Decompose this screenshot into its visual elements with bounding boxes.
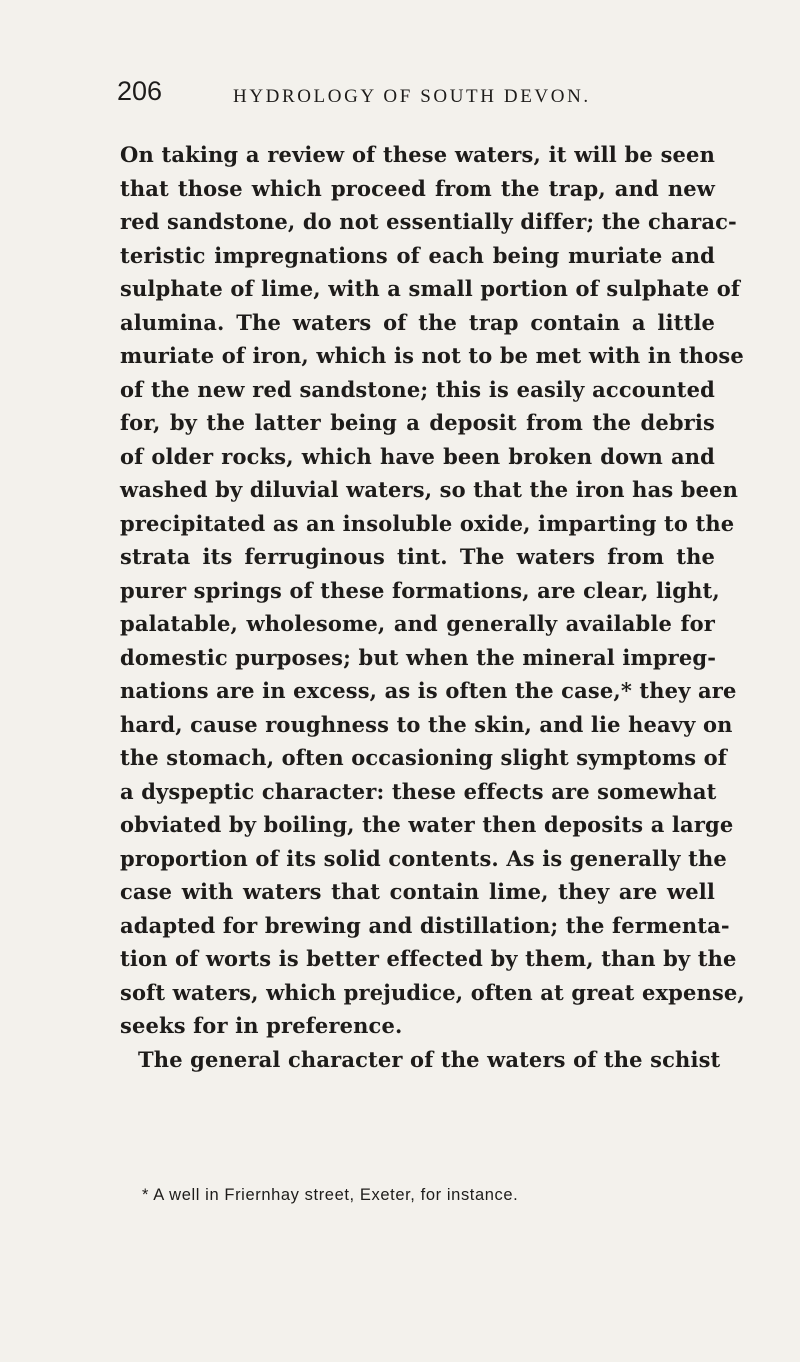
page-number: 206 <box>117 76 163 106</box>
text-line: hard, cause roughness to the skin, and lie heavy on <box>120 711 733 737</box>
text-line: that those which proceed from the trap, and new <box>120 175 715 201</box>
text-line: tion of worts is better effected by them, than by the <box>120 946 737 971</box>
text-line: for, by the latter being a deposit from the debris <box>120 410 715 435</box>
text-line: precipitated as an insoluble oxide, imparting to the <box>120 510 735 536</box>
text-line: muriate of iron, which is not to be met with in those <box>120 343 744 368</box>
text-line: sulphate of lime, with a small portion of sulphate of <box>120 276 741 301</box>
text-line: strata its ferruginous tint. The waters from the <box>120 544 715 569</box>
text-line: alumina. The waters of the trap contain a little <box>120 309 715 335</box>
text-line: a dyspeptic character: these effects are somewhat <box>120 778 717 804</box>
running-head: HYDROLOGY OF SOUTH DEVON. <box>233 86 591 107</box>
text-line: proportion of its solid contents. As is generally the <box>120 845 727 871</box>
text-line: washed by diluvial waters, so that the iron has been <box>120 477 739 502</box>
text-line: seeks for in preference. <box>120 1013 403 1038</box>
body-text <box>120 138 745 1076</box>
footnote: * A well in Friernhay street, Exeter, for instance. <box>142 1186 519 1204</box>
text-line: The general character of the waters of the schist <box>138 1046 721 1072</box>
text-line: obviated by boiling, the water then deposits a large <box>120 812 734 837</box>
text-line: of older rocks, which have been broken down and <box>120 443 715 469</box>
text-line: case with waters that contain lime, they are well <box>120 879 715 904</box>
text-line: On taking a review of these waters, it will be seen <box>120 142 715 167</box>
text-line: adapted for brewing and distillation; the fermenta- <box>120 912 730 938</box>
text-line: palatable, wholesome, and generally available for <box>120 611 715 636</box>
text-line: the stomach, often occasioning slight symptoms of <box>120 745 727 770</box>
text-line: nations are in excess, as is often the case,* they are <box>120 678 737 703</box>
text-line: teristic impregnations of each being muriate and <box>120 242 715 268</box>
text-line: domestic purposes; but when the mineral impreg- <box>120 644 717 670</box>
text-line: red sandstone, do not essentially differ; the charac- <box>120 209 737 234</box>
text-line: of the new red sandstone; this is easily accounted <box>120 376 715 402</box>
text-line: purer springs of these formations, are clear, light, <box>120 577 720 603</box>
text-line: soft waters, which prejudice, often at great expense, <box>120 979 745 1005</box>
